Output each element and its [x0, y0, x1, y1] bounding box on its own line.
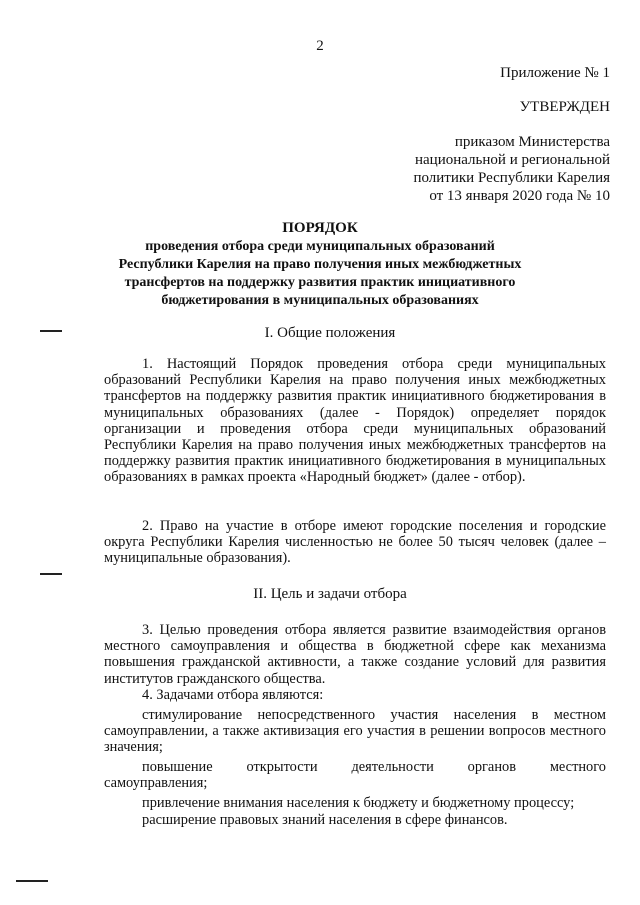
order-line: приказом Министерства	[454, 134, 610, 150]
margin-mark	[16, 880, 48, 882]
order-line: политики Республики Карелия	[413, 170, 610, 186]
order-line: от 13 января 2020 года № 10	[429, 188, 610, 204]
order-reference	[413, 133, 610, 205]
page-number: 2	[316, 38, 324, 54]
task-word: деятельности	[351, 759, 434, 775]
task-item-2-line	[104, 759, 606, 775]
title-line: бюджетирования в муниципальных образованиях	[161, 293, 479, 308]
order-line: национальной и региональной	[415, 152, 610, 168]
section-2-heading: II. Цель и задачи отбора	[253, 586, 407, 602]
paragraph-2: 2. Право на участие в отборе имеют городские поселения и городские округа Республики Карелия численностью не более 50 тысяч человек (далее – муниципальные образования).	[104, 518, 606, 567]
appendix-label: Приложение № 1	[500, 65, 610, 81]
task-item-4-text: расширение правовых знаний населения в сфере финансов.	[142, 812, 508, 828]
margin-mark	[40, 330, 62, 332]
paragraph-4: 4. Задачами отбора являются:	[142, 687, 324, 703]
task-item-2-tail: самоуправления;	[104, 775, 208, 792]
document-title	[60, 218, 580, 310]
margin-mark	[40, 573, 62, 575]
title-main: ПОРЯДОК	[282, 220, 358, 236]
section-1-heading: I. Общие положения	[264, 325, 396, 341]
approved-label: УТВЕРЖДЕН	[519, 99, 610, 115]
task-word: повышение	[142, 759, 213, 775]
task-item-2	[104, 759, 606, 791]
task-item-3-text: привлечение внимания населения к бюджету и бюджетному процессу;	[142, 795, 575, 811]
paragraph-3: 3. Целью проведения отбора является развитие взаимодействия органов местного самоуправления и общества в бюджетной сфере как механизма повышения гражданской активности, а также создание условий для развития институтов гражданского общества.	[104, 622, 606, 687]
task-word: органов	[467, 759, 517, 775]
task-word: местного	[549, 759, 606, 775]
task-item-4	[104, 812, 606, 828]
task-item-3	[104, 795, 606, 811]
title-line: трансфертов на поддержку развития практик инициативного	[124, 275, 516, 290]
title-line: проведения отбора среди муниципальных образований	[145, 239, 495, 254]
task-word: открытости	[246, 759, 318, 775]
paragraph-1: 1. Настоящий Порядок проведения отбора среди муниципальных образований Республики Карелия на право получения иных межбюджетных трансфертов на поддержку развития практик инициативного бюджетирования в муниципальных образованиях (далее - Порядок) определяет порядок организации и проведения отбора среди муниципальных образований Республики Карелия на право получения иных межбюджетных трансфертов на поддержку развития практик инициативного бюджетирования в муниципальных образованиях в рамках проекта «Народный бюджет» (далее - отбор).	[104, 356, 606, 486]
task-item-1: стимулирование непосредственного участия населения в местном самоуправлении, а также активизация его участия в решении вопросов местного значения;	[104, 707, 606, 756]
title-line: Республики Карелия на право получения иных межбюджетных	[118, 257, 522, 272]
